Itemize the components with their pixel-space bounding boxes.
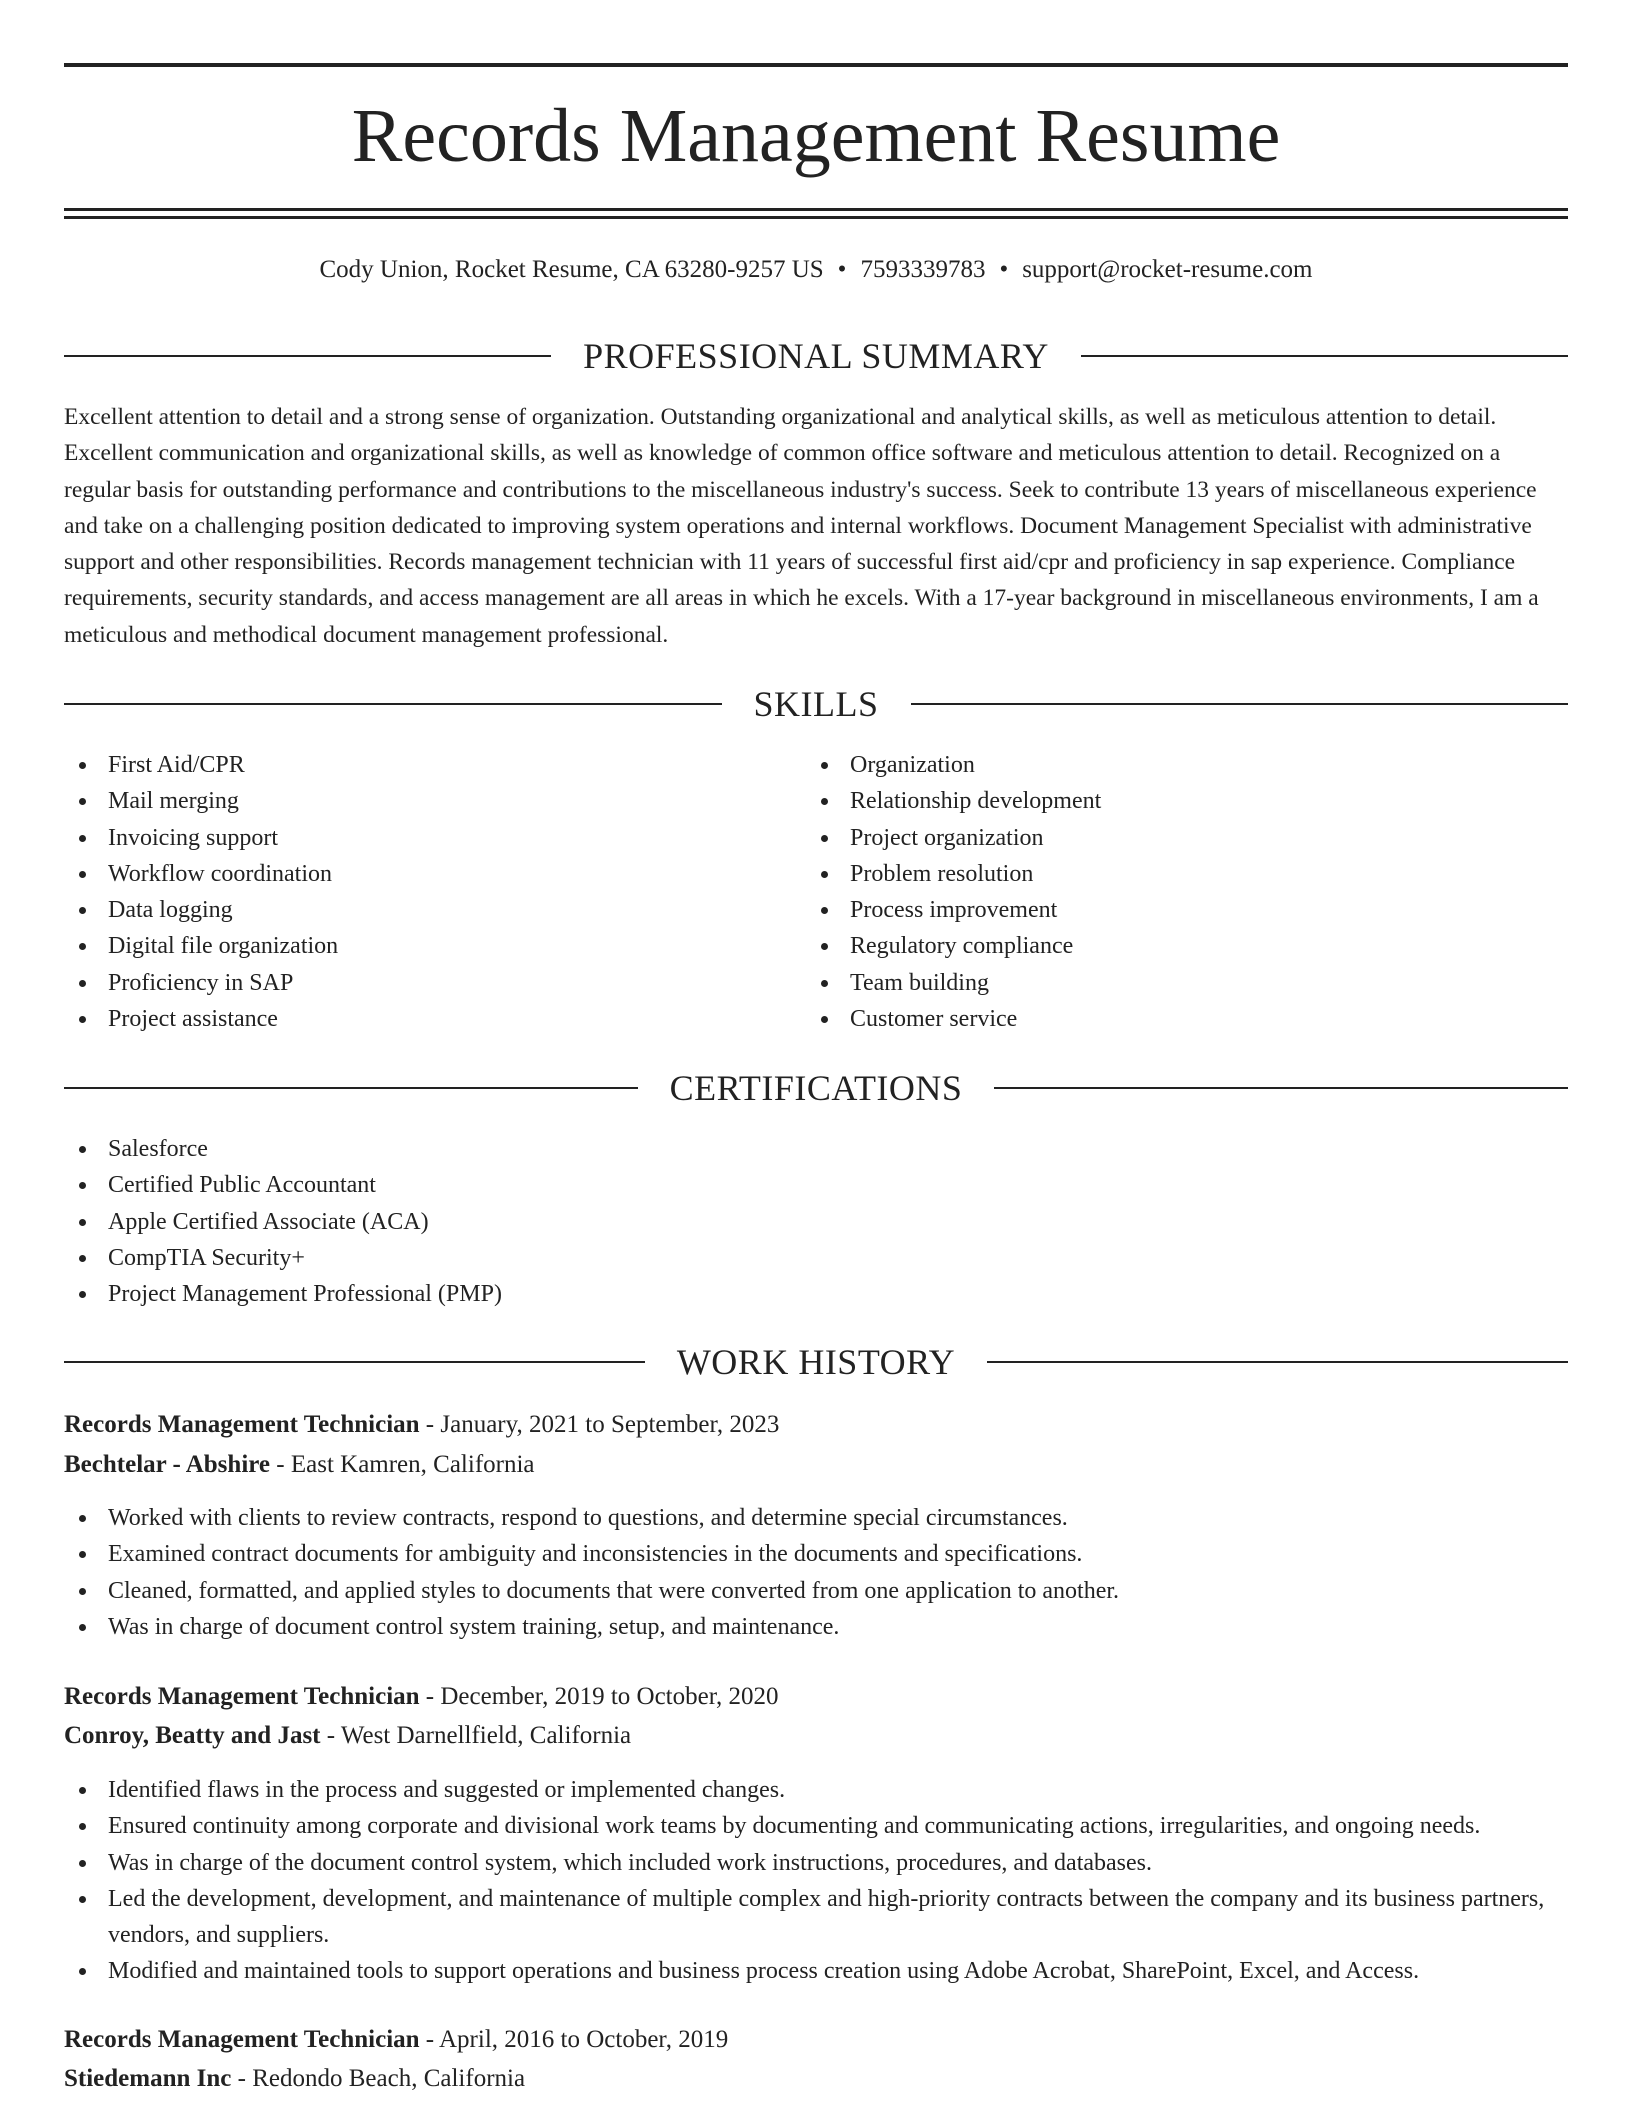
section-rule bbox=[911, 703, 1569, 705]
section-header-certifications bbox=[64, 1066, 1568, 1110]
list-item: Worked with clients to review contracts, respond to questions, and determine special circumstances. bbox=[64, 1500, 1568, 1536]
contact-address: Cody Union, Rocket Resume, CA 63280-9257 US bbox=[319, 256, 824, 283]
list-item: Project organization bbox=[806, 820, 1566, 856]
list-item: Was in charge of document control system training, setup, and maintenance. bbox=[64, 1609, 1568, 1645]
job-location: West Darnellfield, California bbox=[340, 1722, 632, 1749]
job-location: Redondo Beach, California bbox=[252, 2065, 526, 2092]
section-rule bbox=[1081, 355, 1568, 357]
list-item: Customer service bbox=[806, 1001, 1566, 1037]
list-item: Modified and maintained tools to support operations and business process creation using Adobe Acrobat, SharePoint, Excel, and Access. bbox=[64, 1953, 1568, 1989]
list-item: Mail merging bbox=[64, 783, 804, 819]
list-item: Project Management Professional (PMP) bbox=[64, 1276, 1568, 1312]
job-role: Records Management Technician bbox=[64, 1683, 420, 1710]
job-company: Stiedemann Inc bbox=[64, 2065, 232, 2092]
section-rule bbox=[64, 1361, 645, 1363]
list-item: Project assistance bbox=[64, 1001, 804, 1037]
job-title-line bbox=[64, 1679, 1568, 1715]
section-rule bbox=[987, 1361, 1568, 1363]
section-rule bbox=[64, 355, 551, 357]
job-dash: - bbox=[419, 1683, 441, 1710]
summary-paragraph: Excellent attention to detail and a strong sense of organization. Outstanding organizational and analytical skills, as well as meticulous attention to detail. Excellent communication and organizational skills, as well as knowledge of common office software and meticulous attention to detail. Recognized on a regular basis for outstanding performance and contributions to the miscellaneous industry's success. Seek to contribute 13 years of miscellaneous experience and take on a challenging position dedicated to improving system operations and internal workflows. Document Management Specialist with administrative support and other responsibilities. Records management technician with 11 years of successful first aid/cpr and proficiency in sap experience. Compliance requirements, security standards, and access management are all areas in which he excels. With a 17-year background in miscellaneous environments, I am a meticulous and methodical document management professional. bbox=[64, 404, 1539, 648]
job-company-line bbox=[64, 2061, 1568, 2097]
contact-phone: 7593339783 bbox=[860, 256, 986, 283]
title-rule-upper bbox=[64, 208, 1568, 211]
section-rule bbox=[994, 1087, 1568, 1089]
list-item: Proficiency in SAP bbox=[64, 965, 804, 1001]
skills-list-left bbox=[64, 747, 804, 1037]
list-item: Salesforce bbox=[64, 1131, 1568, 1167]
section-header-skills bbox=[64, 682, 1568, 726]
section-rule bbox=[64, 703, 722, 705]
top-rule bbox=[64, 63, 1568, 67]
job-dash: - bbox=[419, 2026, 439, 2053]
job-role: Records Management Technician bbox=[64, 1411, 420, 1438]
job-company-line bbox=[64, 1447, 1568, 1483]
job-company: Bechtelar - Abshire bbox=[64, 1451, 271, 1478]
contact-separator: • bbox=[837, 256, 847, 283]
list-item: First Aid/CPR bbox=[64, 747, 804, 783]
list-item: Team building bbox=[806, 965, 1566, 1001]
list-item: Certified Public Accountant bbox=[64, 1167, 1568, 1203]
job-title-line bbox=[64, 2022, 1568, 2058]
contact-email: support@rocket-resume.com bbox=[1022, 256, 1313, 283]
list-item: Data logging bbox=[64, 892, 804, 928]
job-company-line bbox=[64, 1718, 1568, 1754]
list-item: Identified flaws in the process and suggested or implemented changes. bbox=[64, 1772, 1568, 1808]
job-role: Records Management Technician bbox=[64, 2026, 420, 2053]
job-dates: April, 2016 to October, 2019 bbox=[439, 2026, 729, 2053]
section-rule bbox=[64, 1087, 638, 1089]
list-item: Problem resolution bbox=[806, 856, 1566, 892]
list-item: CompTIA Security+ bbox=[64, 1240, 1568, 1276]
job-bullets bbox=[64, 1772, 1568, 1990]
skills-list-right bbox=[806, 747, 1566, 1037]
certifications-list bbox=[64, 1131, 1568, 1312]
list-item: Digital file organization bbox=[64, 928, 804, 964]
section-title: SKILLS bbox=[753, 684, 879, 724]
list-item: Ensured continuity among corporate and divisional work teams by documenting and communicating actions, irregularities, and ongoing needs. bbox=[64, 1808, 1568, 1844]
list-item: Process improvement bbox=[806, 892, 1566, 928]
section-title: CERTIFICATIONS bbox=[669, 1068, 963, 1108]
job-bullets bbox=[64, 1500, 1568, 1645]
job-location: East Kamren, California bbox=[290, 1451, 535, 1478]
job-dash: - bbox=[231, 2065, 253, 2092]
title-rule-lower bbox=[64, 216, 1568, 219]
list-item: Organization bbox=[806, 747, 1566, 783]
list-item: Relationship development bbox=[806, 783, 1566, 819]
job-title-line bbox=[64, 1407, 1568, 1443]
job-company: Conroy, Beatty and Jast bbox=[64, 1722, 321, 1749]
list-item: Examined contract documents for ambiguity and inconsistencies in the documents and specifications. bbox=[64, 1536, 1568, 1572]
job-dash: - bbox=[270, 1451, 291, 1478]
section-header-summary bbox=[64, 334, 1568, 378]
list-item: Apple Certified Associate (ACA) bbox=[64, 1204, 1568, 1240]
list-item: Cleaned, formatted, and applied styles to documents that were converted from one application to another. bbox=[64, 1573, 1568, 1609]
page-title: Records Management Resume bbox=[351, 94, 1281, 178]
list-item: Workflow coordination bbox=[64, 856, 804, 892]
job-dates: January, 2021 to September, 2023 bbox=[440, 1411, 780, 1438]
contact-separator: • bbox=[999, 256, 1009, 283]
section-title: PROFESSIONAL SUMMARY bbox=[583, 336, 1049, 376]
job-dash: - bbox=[320, 1722, 341, 1749]
list-item: Was in charge of the document control system, which included work instructions, procedures, and databases. bbox=[64, 1845, 1568, 1881]
list-item: Regulatory compliance bbox=[806, 928, 1566, 964]
section-title: WORK HISTORY bbox=[676, 1342, 956, 1382]
job-dates: December, 2019 to October, 2020 bbox=[440, 1683, 779, 1710]
section-header-work-history bbox=[64, 1340, 1568, 1384]
list-item: Invoicing support bbox=[64, 820, 804, 856]
contact-line bbox=[64, 254, 1568, 286]
list-item: Led the development, development, and maintenance of multiple complex and high-priority contracts between the company and its business partners, vendors, and suppliers. bbox=[64, 1881, 1568, 1954]
job-dash: - bbox=[419, 1411, 441, 1438]
